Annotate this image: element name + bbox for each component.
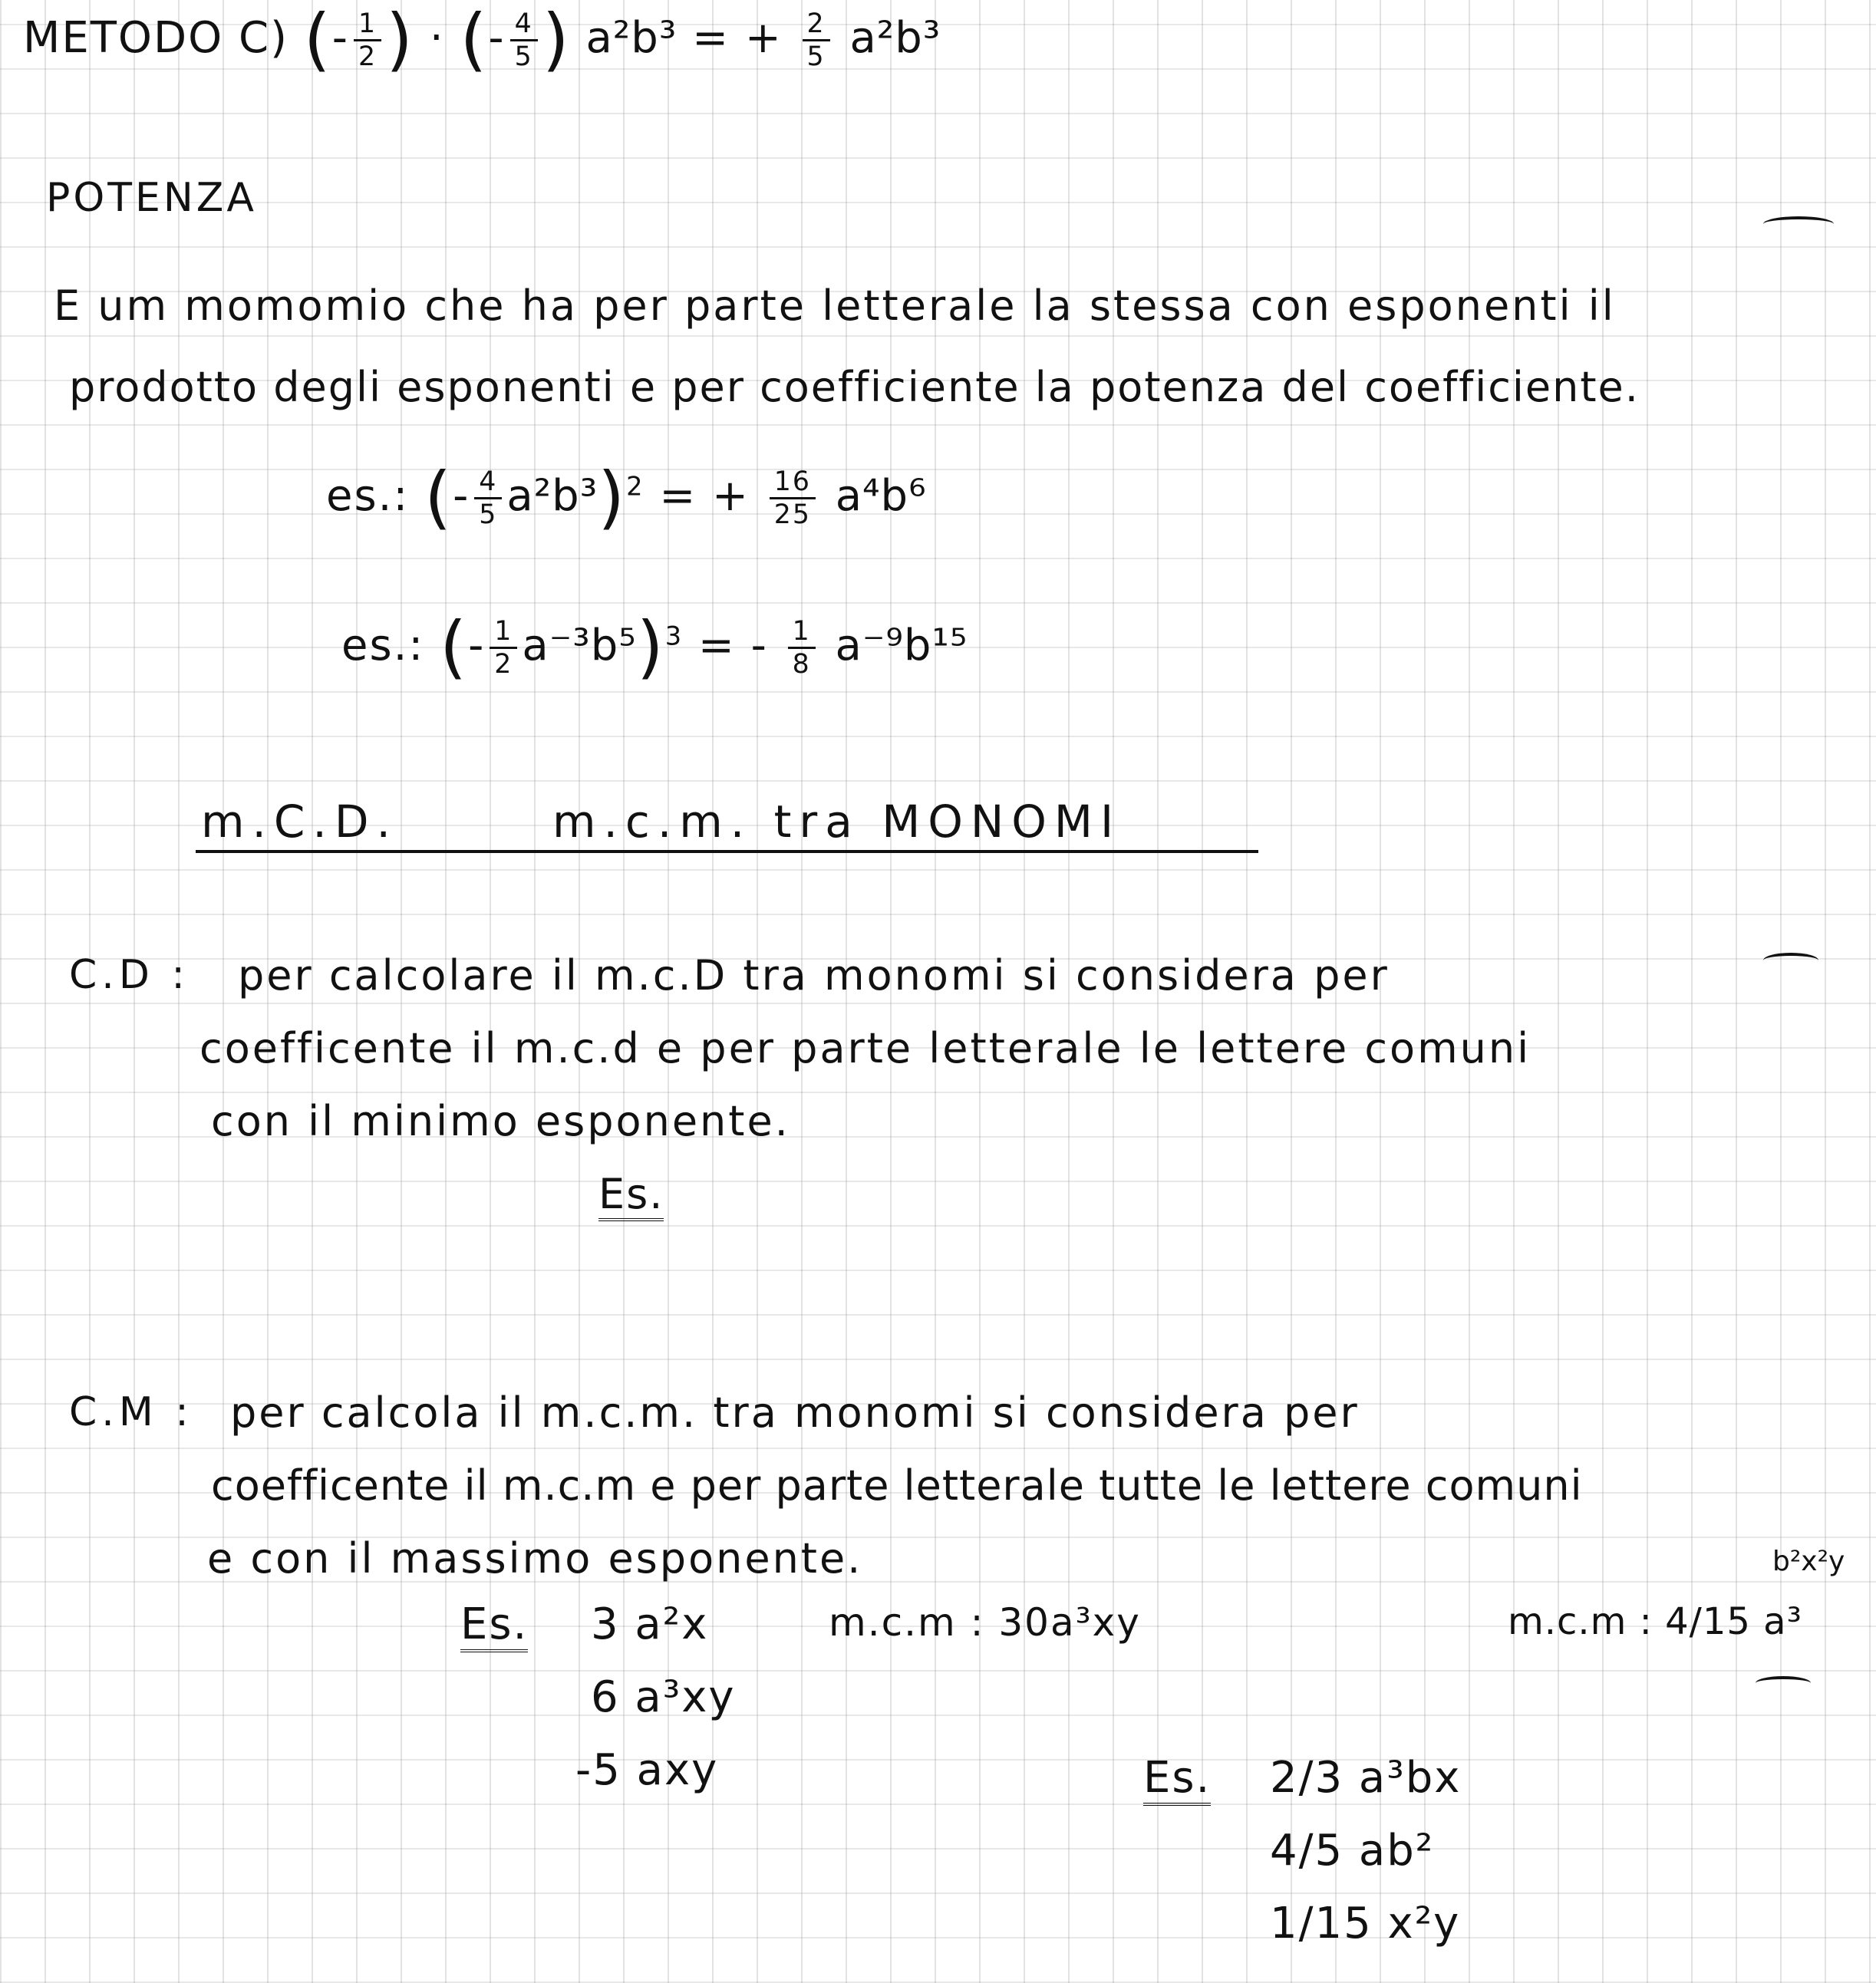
example-label: es.:: [341, 620, 425, 670]
cd-text-line1: per calcolare il m.c.D tra monomi si considera per: [238, 951, 1390, 1000]
example-fraction: [474, 468, 502, 529]
example-label: es.:: [326, 470, 410, 521]
example-result-numerator: 16: [770, 468, 816, 499]
close-paren: ): [386, 0, 414, 80]
example-result-denominator: 25: [773, 499, 811, 531]
open-paren: (: [440, 608, 469, 687]
outer-exponent: 3: [664, 621, 684, 651]
cd-label: C.D :: [69, 952, 190, 998]
multiply-dot: ·: [429, 12, 445, 63]
factor2-numerator: 4: [510, 10, 538, 41]
metodo-equals: =: [692, 12, 730, 63]
cm-example1-label: [460, 1599, 546, 1652]
example-numerator: 4: [474, 468, 502, 499]
cm-example2-label: [1143, 1753, 1229, 1806]
close-paren: ): [598, 458, 627, 538]
cd-example-label: [598, 1170, 682, 1221]
cm-example1-result: m.c.m : 30a³xy: [829, 1600, 1141, 1645]
margin-mark: [1763, 216, 1834, 232]
cm-example2-result: m.c.m : 4/15 a³: [1508, 1600, 1802, 1643]
close-paren: ): [636, 608, 665, 687]
factor2-sign: -: [488, 12, 506, 63]
es-label: Es.: [1143, 1757, 1211, 1806]
metodo-result-numerator: 2: [803, 10, 830, 41]
cm-example1-monomial: 3 a²x: [591, 1599, 709, 1649]
example-literal: a⁻³b⁵: [522, 620, 637, 670]
cm-text-line1: per calcola il m.c.m. tra monomi si considera per: [230, 1388, 1360, 1437]
cd-text-line2: coefficente il m.c.d e per parte letterale le lettere comuni: [199, 1024, 1531, 1072]
example-denominator: 2: [494, 649, 513, 680]
example-equals: = -: [697, 620, 768, 670]
cm-example2-monomial: 2/3 a³bx: [1270, 1753, 1462, 1803]
potenza-title: POTENZA: [46, 175, 257, 221]
metodo-literal: a²b³: [585, 12, 678, 63]
example-sign: -: [453, 470, 470, 521]
example-result-fraction: [770, 468, 816, 529]
factor2-denominator: 5: [514, 41, 533, 73]
potenza-example-2: [341, 608, 968, 687]
example-literal: a²b³: [506, 470, 598, 521]
es-label: Es.: [460, 1603, 528, 1652]
close-paren: ): [542, 0, 571, 80]
factor2-fraction: [510, 10, 538, 71]
example-equals: = +: [659, 470, 750, 521]
margin-mark: [1756, 1676, 1811, 1690]
example-sign: -: [468, 620, 486, 670]
open-paren: (: [303, 0, 332, 80]
metodo-line: [23, 0, 941, 80]
cd-text-line3: con il minimo esponente.: [211, 1097, 790, 1145]
heading-underline: [196, 850, 1258, 853]
cm-example1-monomial: 6 a³xy: [591, 1672, 736, 1722]
open-paren: (: [460, 0, 489, 80]
outer-exponent: 2: [626, 471, 645, 502]
example-result-numerator: 1: [788, 618, 816, 649]
metodo-label: METODO C): [23, 12, 288, 63]
cm-example2-extra-letters: b²x²y: [1772, 1546, 1845, 1577]
example-denominator: 5: [479, 499, 498, 531]
example-fraction: [490, 615, 517, 680]
factor1-numerator: 1: [354, 10, 381, 41]
factor1-fraction: [354, 10, 381, 71]
potenza-text-line1: E um momomio che ha per parte letterale la stessa con esponenti il: [54, 282, 1616, 330]
metodo-result-denominator: 5: [806, 41, 826, 73]
es-label: Es.: [598, 1174, 664, 1221]
mcd-heading-left: m.C.D.: [201, 796, 398, 848]
example-numerator: 1: [490, 618, 517, 649]
cm-text-line2: coefficente il m.c.m e per parte letterale tutte le lettere comuni: [211, 1461, 1583, 1510]
cm-text-line3: e con il massimo esponente.: [207, 1534, 863, 1583]
cm-example2-monomial: 1/15 x²y: [1270, 1899, 1461, 1948]
open-paren: (: [424, 458, 453, 538]
potenza-text-line2: prodotto degli esponenti e per coefficiente la potenza del coefficiente.: [69, 363, 1640, 411]
potenza-example-1: [326, 458, 927, 538]
mcd-heading-right: m.c.m. tra MONOMI: [552, 796, 1122, 848]
example-result-literal: a⁴b⁶: [835, 470, 927, 521]
factor1-sign: -: [331, 12, 349, 63]
example-result-fraction: [788, 615, 816, 680]
example-result-denominator: 8: [792, 649, 811, 680]
metodo-result-fraction: [803, 10, 830, 71]
cm-label: C.M :: [69, 1389, 193, 1435]
example-result-literal: a⁻⁹b¹⁵: [835, 620, 968, 670]
cm-example2-monomial: 4/5 ab²: [1270, 1826, 1435, 1876]
metodo-result-sign: +: [744, 12, 783, 63]
cm-example1-monomial: -5 axy: [575, 1745, 719, 1795]
margin-mark: [1763, 953, 1818, 968]
factor1-denominator: 2: [358, 41, 378, 73]
metodo-result-literal: a²b³: [849, 12, 941, 63]
